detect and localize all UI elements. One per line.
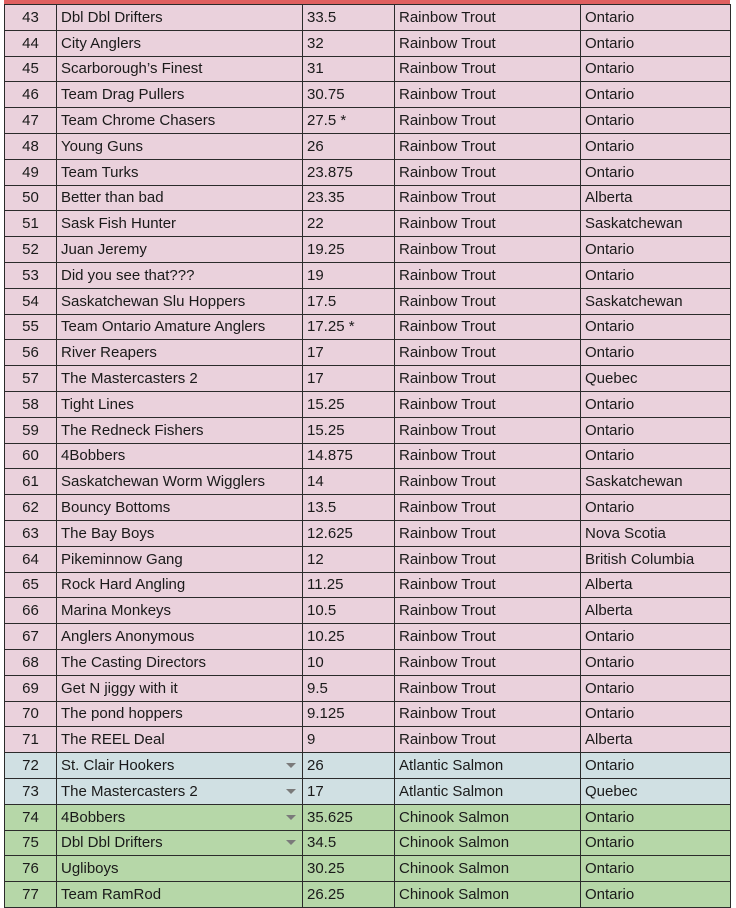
province-cell[interactable]: Ontario <box>581 882 731 908</box>
team-name: Team Turks <box>61 163 139 181</box>
province-cell[interactable]: Saskatchewan <box>581 211 731 237</box>
team-cell[interactable] <box>57 624 303 650</box>
province-cell[interactable]: Nova Scotia <box>581 520 731 546</box>
rank-cell[interactable]: 47 <box>5 108 57 134</box>
team-cell-content <box>61 551 302 568</box>
table-row <box>5 5 731 31</box>
score-cell[interactable]: 11.25 <box>303 572 395 598</box>
team-cell-content <box>61 628 302 645</box>
species-cell[interactable]: Chinook Salmon <box>395 804 581 830</box>
team-name: Scarborough’s Finest <box>61 60 203 78</box>
team-cell-content <box>61 396 302 413</box>
province-cell[interactable]: Ontario <box>581 133 731 159</box>
team-cell[interactable] <box>57 417 303 443</box>
table-row <box>5 443 731 469</box>
rank-cell[interactable]: 76 <box>5 856 57 882</box>
table-row <box>5 262 731 288</box>
species-cell[interactable]: Chinook Salmon <box>395 856 581 882</box>
species-cell[interactable]: Rainbow Trout <box>395 237 581 263</box>
species-cell[interactable]: Rainbow Trout <box>395 624 581 650</box>
species-cell[interactable]: Rainbow Trout <box>395 546 581 572</box>
table-row <box>5 701 731 727</box>
province-cell[interactable]: Ontario <box>581 675 731 701</box>
province-cell[interactable]: Ontario <box>581 701 731 727</box>
team-cell[interactable] <box>57 185 303 211</box>
species-cell[interactable]: Rainbow Trout <box>395 727 581 753</box>
team-cell[interactable] <box>57 520 303 546</box>
team-name: Bouncy Bottoms <box>61 499 171 517</box>
province-cell[interactable]: Ontario <box>581 495 731 521</box>
rank-cell[interactable]: 57 <box>5 366 57 392</box>
province-cell[interactable]: Ontario <box>581 391 731 417</box>
rank-cell[interactable]: 68 <box>5 649 57 675</box>
province-cell[interactable]: Ontario <box>581 314 731 340</box>
team-cell[interactable] <box>57 804 303 830</box>
team-cell[interactable] <box>57 366 303 392</box>
rank-cell[interactable]: 60 <box>5 443 57 469</box>
score-cell[interactable]: 17 <box>303 778 395 804</box>
table-row <box>5 882 731 908</box>
team-cell-content <box>61 731 302 748</box>
province-cell[interactable]: Ontario <box>581 5 731 31</box>
score-cell[interactable]: 31 <box>303 56 395 82</box>
score-cell[interactable]: 9.125 <box>303 701 395 727</box>
species-cell[interactable]: Chinook Salmon <box>395 830 581 856</box>
species-cell[interactable]: Rainbow Trout <box>395 598 581 624</box>
species-cell[interactable]: Rainbow Trout <box>395 56 581 82</box>
score-cell[interactable]: 13.5 <box>303 495 395 521</box>
table-row <box>5 211 731 237</box>
rank-cell[interactable]: 77 <box>5 882 57 908</box>
species-cell[interactable]: Rainbow Trout <box>395 133 581 159</box>
rank-cell[interactable]: 65 <box>5 572 57 598</box>
score-cell[interactable]: 15.25 <box>303 391 395 417</box>
team-name: 4Bobbers <box>61 447 126 465</box>
team-cell-content <box>61 705 302 722</box>
team-cell-content <box>61 215 302 232</box>
team-cell[interactable] <box>57 882 303 908</box>
team-name: Marina Monkeys <box>61 602 172 620</box>
species-cell[interactable]: Atlantic Salmon <box>395 753 581 779</box>
table-row <box>5 598 731 624</box>
team-cell-content <box>61 318 302 335</box>
species-cell[interactable]: Rainbow Trout <box>395 443 581 469</box>
team-name: Team RamRod <box>61 885 162 903</box>
province-cell[interactable]: Alberta <box>581 185 731 211</box>
rank-cell[interactable]: 46 <box>5 82 57 108</box>
team-cell[interactable] <box>57 340 303 366</box>
table-row <box>5 856 731 882</box>
species-cell[interactable]: Rainbow Trout <box>395 495 581 521</box>
team-cell[interactable] <box>57 237 303 263</box>
province-cell[interactable]: Ontario <box>581 82 731 108</box>
species-cell[interactable]: Rainbow Trout <box>395 649 581 675</box>
score-cell[interactable]: 17 <box>303 366 395 392</box>
rank-cell[interactable]: 59 <box>5 417 57 443</box>
score-cell[interactable]: 15.25 <box>303 417 395 443</box>
team-name: Dbl Dbl Drifters <box>61 834 163 852</box>
team-name: Saskatchewan Slu Hoppers <box>61 292 246 310</box>
species-cell[interactable]: Rainbow Trout <box>395 417 581 443</box>
score-cell[interactable]: 26 <box>303 133 395 159</box>
team-cell-content <box>61 344 302 361</box>
team-cell[interactable] <box>57 262 303 288</box>
team-cell-content <box>61 834 302 851</box>
rank-cell[interactable]: 53 <box>5 262 57 288</box>
rank-cell[interactable]: 70 <box>5 701 57 727</box>
team-cell[interactable] <box>57 211 303 237</box>
team-cell-content <box>61 370 302 387</box>
dropdown-arrow-icon[interactable] <box>286 840 296 845</box>
team-name: Team Ontario Amature Anglers <box>61 318 266 336</box>
species-cell[interactable]: Rainbow Trout <box>395 185 581 211</box>
province-cell[interactable]: Quebec <box>581 778 731 804</box>
province-cell[interactable]: Ontario <box>581 753 731 779</box>
rank-cell[interactable]: 56 <box>5 340 57 366</box>
species-cell[interactable]: Rainbow Trout <box>395 340 581 366</box>
score-cell[interactable]: 32 <box>303 30 395 56</box>
team-cell[interactable] <box>57 288 303 314</box>
table-row <box>5 288 731 314</box>
province-cell[interactable]: Alberta <box>581 572 731 598</box>
team-name: Get N jiggy with it <box>61 679 178 697</box>
score-cell[interactable]: 17.5 <box>303 288 395 314</box>
score-cell[interactable]: 27.5 * <box>303 108 395 134</box>
rank-cell[interactable]: 58 <box>5 391 57 417</box>
rank-cell[interactable]: 45 <box>5 56 57 82</box>
province-cell[interactable]: Alberta <box>581 727 731 753</box>
table-row <box>5 82 731 108</box>
province-cell[interactable]: Ontario <box>581 237 731 263</box>
team-cell[interactable] <box>57 82 303 108</box>
province-cell[interactable]: Ontario <box>581 856 731 882</box>
table-row <box>5 417 731 443</box>
score-cell[interactable]: 19 <box>303 262 395 288</box>
spreadsheet-grid[interactable] <box>4 4 730 908</box>
province-cell[interactable]: Ontario <box>581 159 731 185</box>
species-cell[interactable]: Rainbow Trout <box>395 314 581 340</box>
table-row <box>5 675 731 701</box>
team-cell-content <box>61 680 302 697</box>
score-cell[interactable]: 26 <box>303 753 395 779</box>
rank-cell[interactable]: 74 <box>5 804 57 830</box>
table-row <box>5 727 731 753</box>
team-name: The Bay Boys <box>61 524 155 542</box>
score-cell[interactable]: 30.25 <box>303 856 395 882</box>
score-cell[interactable]: 22 <box>303 211 395 237</box>
table-row <box>5 159 731 185</box>
team-cell[interactable] <box>57 469 303 495</box>
species-cell[interactable]: Rainbow Trout <box>395 572 581 598</box>
score-cell[interactable]: 33.5 <box>303 5 395 31</box>
team-cell[interactable] <box>57 753 303 779</box>
team-name: Pikeminnow Gang <box>61 550 183 568</box>
province-cell[interactable]: Saskatchewan <box>581 288 731 314</box>
team-cell[interactable] <box>57 108 303 134</box>
score-cell[interactable]: 23.875 <box>303 159 395 185</box>
team-cell-content <box>61 241 302 258</box>
team-name: Dbl Dbl Drifters <box>61 8 163 26</box>
team-name: River Reapers <box>61 344 157 362</box>
team-cell-content <box>61 860 302 877</box>
score-cell[interactable]: 19.25 <box>303 237 395 263</box>
team-cell-content <box>61 35 302 52</box>
province-cell[interactable]: Ontario <box>581 649 731 675</box>
score-cell[interactable]: 14.875 <box>303 443 395 469</box>
team-cell-content <box>61 267 302 284</box>
team-name: Team Drag Pullers <box>61 86 185 104</box>
table-row <box>5 753 731 779</box>
team-name: Sask Fish Hunter <box>61 215 177 233</box>
team-cell-content <box>61 783 302 800</box>
rank-cell[interactable]: 64 <box>5 546 57 572</box>
province-cell[interactable]: Ontario <box>581 624 731 650</box>
table-row <box>5 108 731 134</box>
species-cell[interactable]: Rainbow Trout <box>395 391 581 417</box>
team-cell-content <box>61 60 302 77</box>
team-cell[interactable] <box>57 856 303 882</box>
team-name: Rock Hard Angling <box>61 576 186 594</box>
team-cell[interactable] <box>57 649 303 675</box>
team-cell[interactable] <box>57 598 303 624</box>
rank-cell[interactable]: 71 <box>5 727 57 753</box>
table-row <box>5 366 731 392</box>
score-cell[interactable]: 10 <box>303 649 395 675</box>
table-row <box>5 520 731 546</box>
species-cell[interactable]: Rainbow Trout <box>395 82 581 108</box>
team-cell-content <box>61 757 302 774</box>
rank-cell[interactable]: 73 <box>5 778 57 804</box>
team-name: Anglers Anonymous <box>61 628 195 646</box>
score-cell[interactable]: 26.25 <box>303 882 395 908</box>
team-cell[interactable] <box>57 675 303 701</box>
team-cell[interactable] <box>57 546 303 572</box>
score-cell[interactable]: 12 <box>303 546 395 572</box>
species-cell[interactable]: Atlantic Salmon <box>395 778 581 804</box>
dropdown-arrow-icon[interactable] <box>286 789 296 794</box>
rank-cell[interactable]: 48 <box>5 133 57 159</box>
rank-cell[interactable]: 51 <box>5 211 57 237</box>
province-cell[interactable]: Saskatchewan <box>581 469 731 495</box>
team-cell-content <box>61 525 302 542</box>
table-row <box>5 649 731 675</box>
province-cell[interactable]: Alberta <box>581 598 731 624</box>
team-cell-content <box>61 138 302 155</box>
team-name: Team Chrome Chasers <box>61 112 216 130</box>
team-name: City Anglers <box>61 34 142 52</box>
team-cell[interactable] <box>57 572 303 598</box>
score-cell[interactable]: 12.625 <box>303 520 395 546</box>
table-row <box>5 546 731 572</box>
province-cell[interactable]: Ontario <box>581 56 731 82</box>
team-cell-content <box>61 86 302 103</box>
team-name: Did you see that??? <box>61 266 195 284</box>
team-cell[interactable] <box>57 30 303 56</box>
score-cell[interactable]: 17.25 * <box>303 314 395 340</box>
team-cell-content <box>61 809 302 826</box>
team-name: Juan Jeremy <box>61 241 147 259</box>
species-cell[interactable]: Rainbow Trout <box>395 469 581 495</box>
team-name: The REEL Deal <box>61 731 165 749</box>
species-cell[interactable]: Chinook Salmon <box>395 882 581 908</box>
rank-cell[interactable]: 69 <box>5 675 57 701</box>
table-row <box>5 624 731 650</box>
dropdown-arrow-icon[interactable] <box>286 763 296 768</box>
team-cell-content <box>61 422 302 439</box>
province-cell[interactable]: Ontario <box>581 443 731 469</box>
table-row <box>5 237 731 263</box>
team-cell-content <box>61 473 302 490</box>
team-cell[interactable] <box>57 133 303 159</box>
table-row <box>5 391 731 417</box>
team-cell[interactable] <box>57 314 303 340</box>
team-cell-content <box>61 499 302 516</box>
team-name: The Redneck Fishers <box>61 421 204 439</box>
province-cell[interactable]: Ontario <box>581 417 731 443</box>
species-cell[interactable]: Rainbow Trout <box>395 675 581 701</box>
table-row <box>5 314 731 340</box>
team-name: Tight Lines <box>61 395 134 413</box>
team-cell[interactable] <box>57 391 303 417</box>
team-name: The Casting Directors <box>61 653 207 671</box>
table-row <box>5 30 731 56</box>
rank-cell[interactable]: 50 <box>5 185 57 211</box>
team-cell[interactable] <box>57 5 303 31</box>
team-cell[interactable] <box>57 159 303 185</box>
rank-cell[interactable]: 44 <box>5 30 57 56</box>
team-cell[interactable] <box>57 778 303 804</box>
score-cell[interactable]: 30.75 <box>303 82 395 108</box>
results-table-body <box>5 5 731 908</box>
species-cell[interactable]: Rainbow Trout <box>395 288 581 314</box>
rank-cell[interactable]: 66 <box>5 598 57 624</box>
team-cell-content <box>61 886 302 903</box>
score-cell[interactable]: 23.35 <box>303 185 395 211</box>
team-name: The Mastercasters 2 <box>61 782 198 800</box>
rank-cell[interactable]: 61 <box>5 469 57 495</box>
team-cell[interactable] <box>57 727 303 753</box>
team-cell[interactable] <box>57 830 303 856</box>
score-cell[interactable]: 10.5 <box>303 598 395 624</box>
species-cell[interactable]: Rainbow Trout <box>395 701 581 727</box>
team-name: The pond hoppers <box>61 705 183 723</box>
team-cell[interactable] <box>57 701 303 727</box>
rank-cell[interactable]: 75 <box>5 830 57 856</box>
species-cell[interactable]: Rainbow Trout <box>395 520 581 546</box>
rank-cell[interactable]: 49 <box>5 159 57 185</box>
team-cell-content <box>61 164 302 181</box>
rank-cell[interactable]: 43 <box>5 5 57 31</box>
rank-cell[interactable]: 55 <box>5 314 57 340</box>
team-cell[interactable] <box>57 443 303 469</box>
table-row <box>5 495 731 521</box>
team-cell-content <box>61 112 302 129</box>
species-cell[interactable]: Rainbow Trout <box>395 211 581 237</box>
species-cell[interactable]: Rainbow Trout <box>395 5 581 31</box>
team-cell[interactable] <box>57 56 303 82</box>
table-row <box>5 804 731 830</box>
score-cell[interactable]: 9 <box>303 727 395 753</box>
team-cell-content <box>61 189 302 206</box>
team-cell-content <box>61 447 302 464</box>
table-row <box>5 133 731 159</box>
rank-cell[interactable]: 67 <box>5 624 57 650</box>
table-row <box>5 778 731 804</box>
team-name: 4Bobbers <box>61 808 126 826</box>
table-row <box>5 56 731 82</box>
rank-cell[interactable]: 54 <box>5 288 57 314</box>
score-cell[interactable]: 9.5 <box>303 675 395 701</box>
table-row <box>5 340 731 366</box>
table-row <box>5 469 731 495</box>
team-name: St. Clair Hookers <box>61 757 175 774</box>
province-cell[interactable]: Ontario <box>581 262 731 288</box>
species-cell[interactable]: Rainbow Trout <box>395 108 581 134</box>
rank-cell[interactable]: 72 <box>5 753 57 779</box>
team-cell-content <box>61 602 302 619</box>
team-name: Saskatchewan Worm Wigglers <box>61 473 265 491</box>
species-cell[interactable]: Rainbow Trout <box>395 159 581 185</box>
province-cell[interactable]: Ontario <box>581 108 731 134</box>
team-cell-content <box>61 576 302 593</box>
province-cell[interactable]: Ontario <box>581 30 731 56</box>
species-cell[interactable]: Rainbow Trout <box>395 262 581 288</box>
table-row <box>5 185 731 211</box>
team-name: Ugliboys <box>61 860 119 878</box>
species-cell[interactable]: Rainbow Trout <box>395 366 581 392</box>
province-cell[interactable]: Ontario <box>581 340 731 366</box>
score-cell[interactable]: 17 <box>303 340 395 366</box>
team-cell-content <box>61 654 302 671</box>
rank-cell[interactable]: 52 <box>5 237 57 263</box>
results-table <box>4 4 731 908</box>
rank-cell[interactable]: 63 <box>5 520 57 546</box>
score-cell[interactable]: 10.25 <box>303 624 395 650</box>
team-cell[interactable] <box>57 495 303 521</box>
province-cell[interactable]: Ontario <box>581 804 731 830</box>
province-cell[interactable]: Ontario <box>581 830 731 856</box>
score-cell[interactable]: 35.625 <box>303 804 395 830</box>
team-cell-content <box>61 293 302 310</box>
dropdown-arrow-icon[interactable] <box>286 815 296 820</box>
team-name: Better than bad <box>61 189 164 207</box>
team-name: Young Guns <box>61 137 144 155</box>
table-row <box>5 830 731 856</box>
score-cell[interactable]: 34.5 <box>303 830 395 856</box>
province-cell[interactable]: Quebec <box>581 366 731 392</box>
rank-cell[interactable]: 62 <box>5 495 57 521</box>
score-cell[interactable]: 14 <box>303 469 395 495</box>
team-cell-content <box>61 9 302 26</box>
table-row <box>5 572 731 598</box>
province-cell[interactable]: British Columbia <box>581 546 731 572</box>
team-name: The Mastercasters 2 <box>61 370 198 388</box>
species-cell[interactable]: Rainbow Trout <box>395 30 581 56</box>
